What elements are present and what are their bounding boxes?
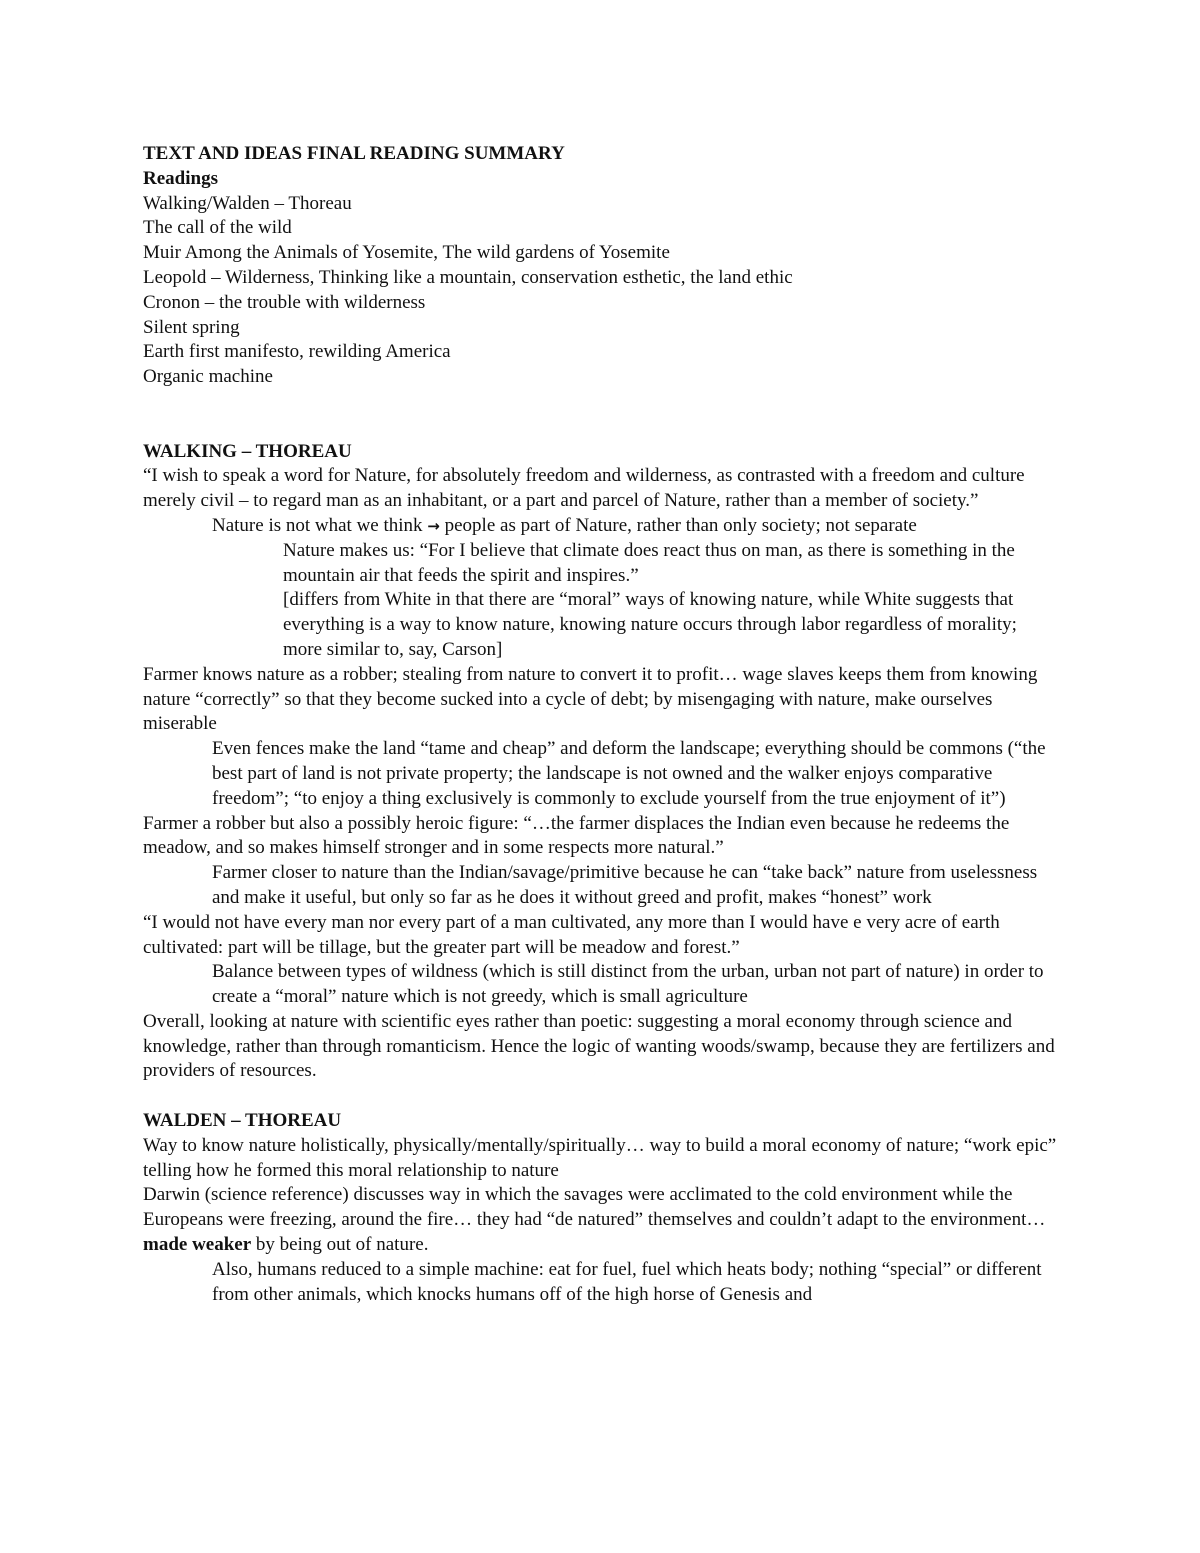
- overall-paragraph: Overall, looking at nature with scientific eyes rather than poetic: suggesting a moral economy through science and knowledge, rather than through romanticism. Hence the logic of wanting woods/swamp, because they are fertilizers and providers of resources.: [143, 1010, 1055, 1082]
- holistic-paragraph: Way to know nature holistically, physically/mentally/spiritually… way to build a moral economy of nature; “work epic” telling how he formed this moral relationship to nature: [143, 1134, 1057, 1181]
- reading-item: Leopold – Wilderness, Thinking like a mountain, conservation esthetic, the land ethic: [143, 266, 793, 288]
- reading-item: Cronon – the trouble with wilderness: [143, 291, 426, 313]
- readings-heading: Readings: [143, 167, 218, 189]
- differs-white-note: [differs from White in that there are “moral” ways of knowing nature, while White suggests that everything is a way to know nature, knowing nature occurs through labor regardless of morality; more similar to, say, Carson]: [283, 589, 1017, 660]
- fences-note: Even fences make the land “tame and cheap” and deform the landscape; everything should be commons (“the best part of land is not private property; the landscape is not owned and the walker enjoys comparative freedom”; “to enjoy a thing exclusively is commonly to exclude yourself from the true enjoyment of it”): [212, 738, 1046, 809]
- darwin-paragraph: [143, 1183, 1058, 1257]
- nature-not-note: [143, 514, 1058, 539]
- walden-section: [143, 1109, 1058, 1307]
- document-page: [143, 142, 1058, 1307]
- reading-item: Earth first manifesto, rewilding America: [143, 341, 451, 363]
- farmer-heroic-paragraph: Farmer a robber but also a possibly heroic figure: “…the farmer displaces the Indian even because he redeems the meadow, and so makes himself stronger and in some respects more natural.”: [143, 812, 1010, 859]
- farmer-closer-note: Farmer closer to nature than the Indian/savage/primitive because he can “take back” nature from uselessness and make it useful, but only so far as he does it without greed and profit, makes “honest” work: [212, 862, 1038, 908]
- darwin-text-a: Darwin (science reference) discusses way in which the savages were acclimated to the cold environment while the Europeans were freezing, around the fire… they had “de natured” themselves and couldn’t adapt to the environment…: [143, 1184, 1046, 1231]
- balance-note: Balance between types of wildness (which is still distinct from the urban, urban not part of nature) in order to create a “moral” nature which is not greedy, which is small agriculture: [212, 961, 1044, 1008]
- nature-not-text-a: Nature is not what we think: [212, 514, 423, 536]
- readings-list: [143, 192, 1058, 390]
- nature-not-text-b: people as part of Nature, rather than only society; not separate: [444, 514, 917, 536]
- made-weaker-emphasis: made weaker: [143, 1234, 252, 1256]
- document-title: TEXT AND IDEAS FINAL READING SUMMARY: [143, 143, 565, 164]
- reading-item: Silent spring: [143, 316, 240, 338]
- walden-heading: WALDEN – THOREAU: [143, 1110, 342, 1132]
- machine-note: Also, humans reduced to a simple machine: eat for fuel, fuel which heats body; nothing “special” or different from other animals, which knocks humans off of the high horse of Genesis and: [212, 1258, 1042, 1305]
- spacer: [143, 390, 1058, 440]
- walking-heading: WALKING – THOREAU: [143, 440, 352, 462]
- nature-makes-us-note: Nature makes us: “For I believe that climate does react thus on man, as there is something in the mountain air that feeds the spirit and inspires.”: [283, 539, 1015, 586]
- spacer: [143, 1084, 1058, 1109]
- reading-item: Muir Among the Animals of Yosemite, The wild gardens of Yosemite: [143, 242, 670, 264]
- walking-quote: “I wish to speak a word for Nature, for absolutely freedom and wilderness, as contrasted with a freedom and culture merely civil – to regard man as an inhabitant, or a part and parcel of Nature, rather than a member of society.”: [143, 465, 1025, 512]
- cultivated-quote: “I would not have every man nor every part of a man cultivated, any more than I would have e very acre of earth cultivated: part will be tillage, but the greater part will be meadow and forest.”: [143, 911, 1000, 958]
- arrow-right-icon: →: [427, 516, 440, 535]
- reading-item: Walking/Walden – Thoreau: [143, 192, 352, 214]
- reading-item: Organic machine: [143, 366, 273, 388]
- walking-section: [143, 440, 1058, 1085]
- darwin-text-b: by being out of nature.: [255, 1234, 429, 1256]
- reading-item: The call of the wild: [143, 217, 292, 239]
- farmer-robber-paragraph: Farmer knows nature as a robber; stealing from nature to convert it to profit… wage slaves keeps them from knowing nature “correctly” so that they become sucked into a cycle of debt; by misengaging with nature, make ourselves miserable: [143, 663, 1038, 735]
